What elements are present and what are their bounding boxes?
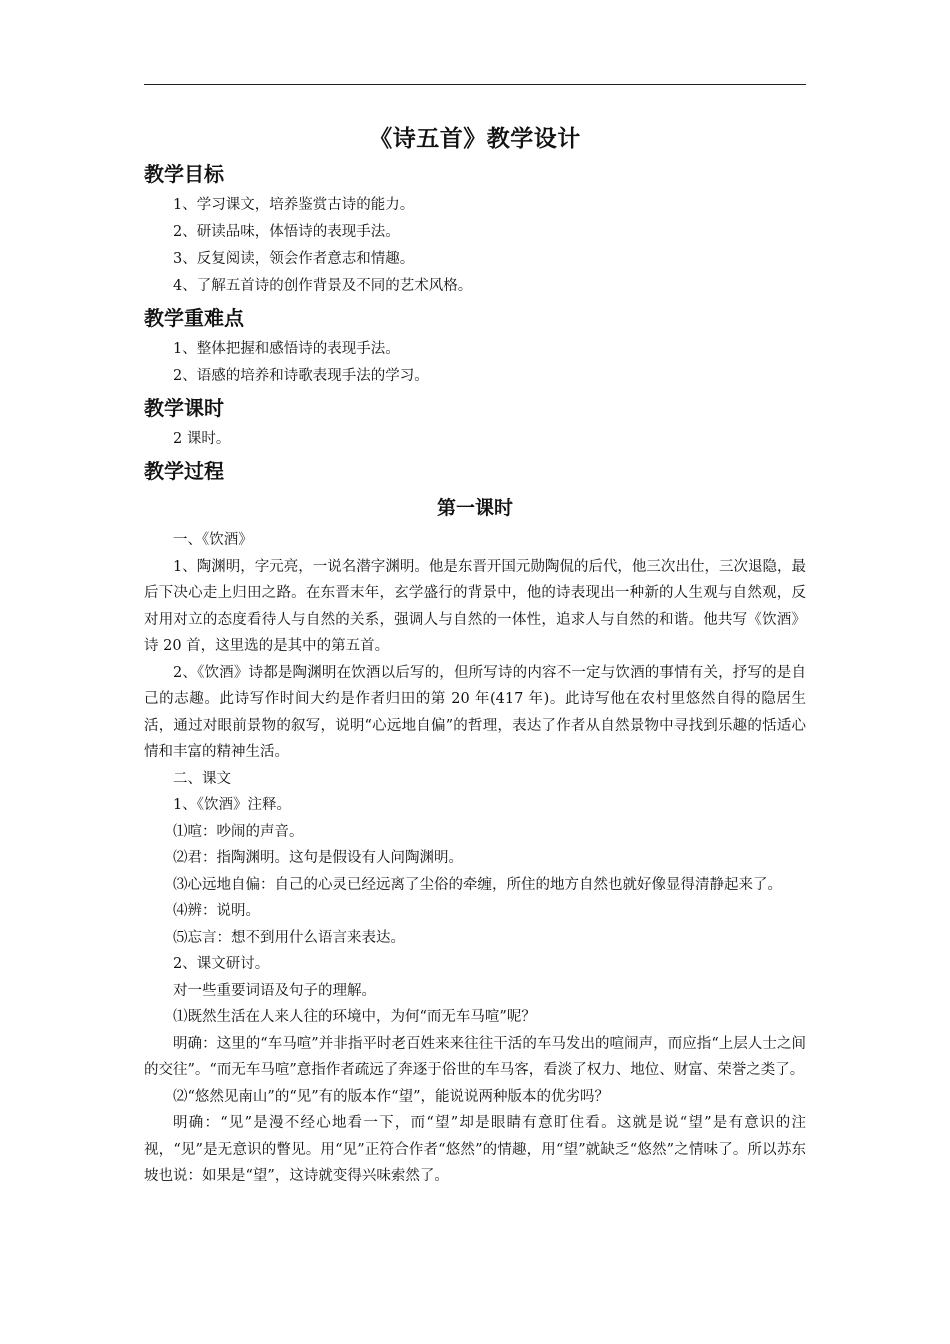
body-paragraph: 明确：这里的“车马喧”并非指平时老百姓来来往往干活的车马发出的喧闹声，而应指“上层人士之间的交往”。“而无车马喧”意指作者疏远了奔逐于俗世的车马客，看淡了权力、地位、财富、荣誉之类了。 bbox=[144, 1035, 806, 1078]
goal-item: 3、反复阅读，领会作者意志和情趣。 bbox=[173, 251, 415, 267]
body-paragraph: ⑴既然生活在人来人往的环境中，为何“而无车马喧”呢？ bbox=[173, 1009, 536, 1025]
body-paragraph: 1、《饮酒》注释。 bbox=[173, 797, 291, 813]
body-paragraph: ⑴喧：吵闹的声音。 bbox=[173, 823, 304, 840]
section-heading-goals: 教学目标 bbox=[144, 162, 224, 186]
key-point-item: 1、整体把握和感悟诗的表现手法。 bbox=[173, 341, 400, 357]
body-paragraph: 明确：“见”是漫不经心地看一下，而“望”却是眼睛有意盯住看。这就是说“望”是有意识的注视，“见”是无意识的瞥见。用“见”正符合作者“悠然”的情趣，用“望”就缺乏“悠然”之情味了。所以苏东坡也说：如果是“望”，这诗就变得兴味索然了。 bbox=[144, 1115, 806, 1184]
goal-item: 4、了解五首诗的创作背景及不同的艺术风格。 bbox=[173, 278, 473, 294]
header-rule bbox=[144, 84, 806, 85]
document-body bbox=[144, 156, 806, 1190]
section-heading-process: 教学过程 bbox=[144, 459, 224, 483]
body-paragraph: 一、《饮酒》 bbox=[173, 532, 253, 548]
body-paragraph: 2、课文研讨。 bbox=[173, 956, 270, 972]
hours-item: 2 课时。 bbox=[173, 431, 231, 447]
goal-item: 1、学习课文，培养鉴赏古诗的能力。 bbox=[173, 197, 415, 213]
section-heading-key-points: 教学重难点 bbox=[144, 306, 244, 330]
body-paragraph: ⑵“悠然见南山”的“见”有的版本作“望”，能说说两种版本的优劣吗？ bbox=[173, 1088, 609, 1105]
body-paragraph: 1、陶渊明，字元亮，一说名潜字渊明。他是东晋开国元勋陶侃的后代，他三次出仕，三次退隐，最后下决心走上归田之路。在东晋末年，玄学盛行的背景中，他的诗表现出一种新的人生观与自然观，反对用对立的态度看待人与自然的关系，强调人与自然的一体性，追求人与自然的和谐。他共写《饮酒》诗 20 首，这里选的是其中的第五首。 bbox=[144, 558, 806, 654]
body-paragraph: ⑷辨：说明。 bbox=[173, 903, 260, 919]
body-paragraph: ⑶心远地自偏：自己的心灵已经远离了尘俗的牵缠，所住的地方自然也就好像显得清静起来了。 bbox=[173, 876, 782, 893]
body-paragraph: 二、课文 bbox=[173, 770, 231, 787]
lesson-title: 第一课时 bbox=[436, 497, 513, 519]
body-paragraph: 对一些重要词语及句子的理解。 bbox=[173, 982, 376, 999]
section-heading-hours: 教学课时 bbox=[144, 396, 224, 420]
body-paragraph: 2、《饮酒》诗都是陶渊明在饮酒以后写的，但所写诗的内容不一定与饮酒的事情有关，抒写的是自己的志趣。此诗写作时间大约是作者归田的第 20 年(417 年)。此诗写他在农村里悠然自得的隐居生活，通过对眼前景物的叙写，说明“心远地自偏”的哲理，表达了作者从自然景物中寻找到乐趣的恬适心情和丰富的精神生活。 bbox=[144, 664, 806, 760]
body-paragraph: ⑸忘言：想不到用什么语言来表达。 bbox=[173, 929, 405, 946]
goal-item: 2、研读品味，体悟诗的表现手法。 bbox=[173, 224, 400, 240]
key-point-item: 2、语感的培养和诗歌表现手法的学习。 bbox=[173, 368, 429, 384]
body-paragraph: ⑵君：指陶渊明。这句是假设有人问陶渊明。 bbox=[173, 850, 463, 866]
document-title: 《诗五首》教学设计 bbox=[369, 126, 581, 152]
